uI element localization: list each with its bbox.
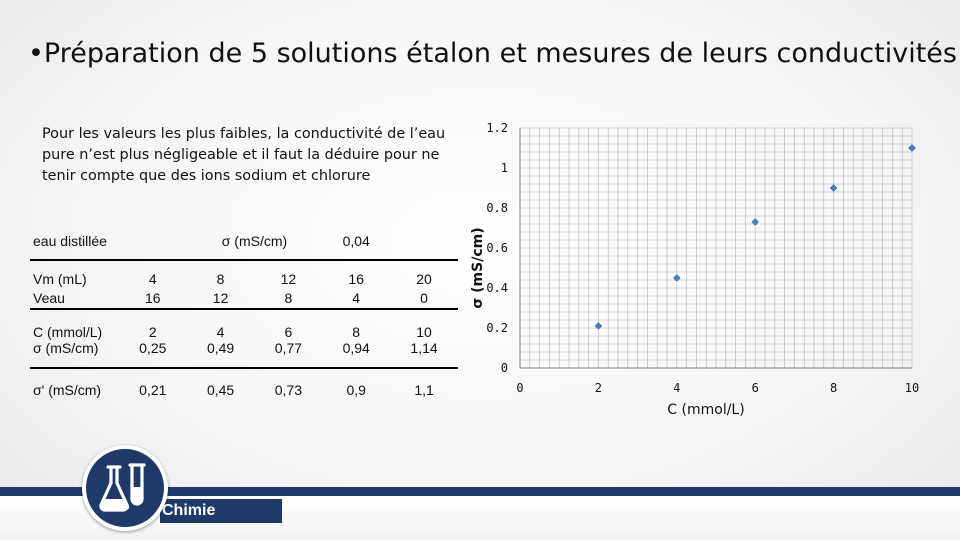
data-point (595, 323, 602, 330)
cell: 0,25 (139, 340, 167, 356)
cell: 10 (390, 309, 458, 340)
x-tick-label: 0 (516, 381, 524, 395)
chimie-label: Chimie (160, 499, 282, 523)
y-tick-label: 1 (500, 161, 508, 175)
x-tick-label: 2 (594, 381, 603, 395)
water-value: 0,04 (342, 232, 370, 249)
cell: 16 (144, 289, 161, 306)
chimie-badge (82, 445, 168, 531)
y-tick-label: 0.6 (486, 241, 508, 255)
row-label: Vm (mL) (30, 260, 119, 287)
cell: 0,73 (254, 368, 322, 410)
cell: 12 (212, 289, 229, 306)
y-tick-label: 1.2 (486, 121, 508, 135)
cell: 0,9 (322, 368, 390, 410)
cell: 8 (187, 260, 255, 287)
row-label: σ' (mS/cm) (30, 368, 119, 410)
cell: 4 (187, 309, 255, 340)
cell: 6 (254, 309, 322, 340)
cell: 0,94 (342, 340, 370, 356)
table-row (30, 340, 458, 368)
row-label: Veau (33, 289, 65, 306)
cell: 8 (322, 309, 390, 340)
data-point (673, 275, 680, 282)
x-tick-label: 10 (904, 381, 920, 395)
conductivity-chart (460, 110, 930, 430)
cell: 0,77 (274, 340, 303, 356)
row-label: C (mmol/L) (30, 309, 119, 340)
water-row (30, 222, 458, 260)
data-table (30, 222, 458, 410)
slide-note: Pour les valeurs les plus faibles, la conductivité de l’eau pure n’est plus négligeable et il faut la déduire pour ne tenir compte que des ions sodium et chlorure (42, 126, 446, 184)
flask-icon (86, 449, 164, 527)
x-tick-label: 6 (751, 381, 759, 395)
table-row (30, 309, 458, 340)
row-label: σ (mS/cm) (33, 340, 99, 356)
cell: 16 (322, 260, 390, 287)
water-label: eau distillée (33, 232, 107, 249)
water-sigma-label: σ (mS/cm) (221, 232, 288, 249)
cell: 4 (119, 260, 187, 287)
cell: 4 (352, 289, 361, 306)
cell: 20 (390, 260, 458, 287)
y-axis-label: σ (mS/cm) (470, 227, 486, 309)
y-tick-label: 0.8 (486, 201, 508, 215)
cell: 0,49 (206, 340, 235, 356)
data-point (909, 145, 916, 152)
y-tick-label: 0 (500, 361, 508, 375)
cell: 1,1 (390, 368, 458, 410)
cell: 2 (119, 309, 187, 340)
table-row (30, 287, 458, 309)
cell: 12 (254, 260, 322, 287)
cell: 8 (284, 289, 293, 306)
slide-title: •Préparation de 5 solutions étalon et mesures de leurs conductivités (28, 38, 957, 69)
data-point (830, 185, 837, 192)
x-tick-label: 4 (673, 381, 681, 395)
cell: 0,21 (119, 368, 187, 410)
y-tick-label: 0.4 (486, 281, 508, 295)
cell: 1,14 (410, 340, 438, 356)
table-row (30, 368, 458, 410)
x-tick-label: 8 (829, 381, 838, 395)
cell: 0,45 (187, 368, 255, 410)
y-tick-label: 0.2 (486, 321, 508, 335)
table-row (30, 260, 458, 287)
data-point (752, 219, 759, 226)
x-axis-label: C (mmol/L) (667, 402, 745, 418)
cell: 0 (420, 289, 428, 306)
